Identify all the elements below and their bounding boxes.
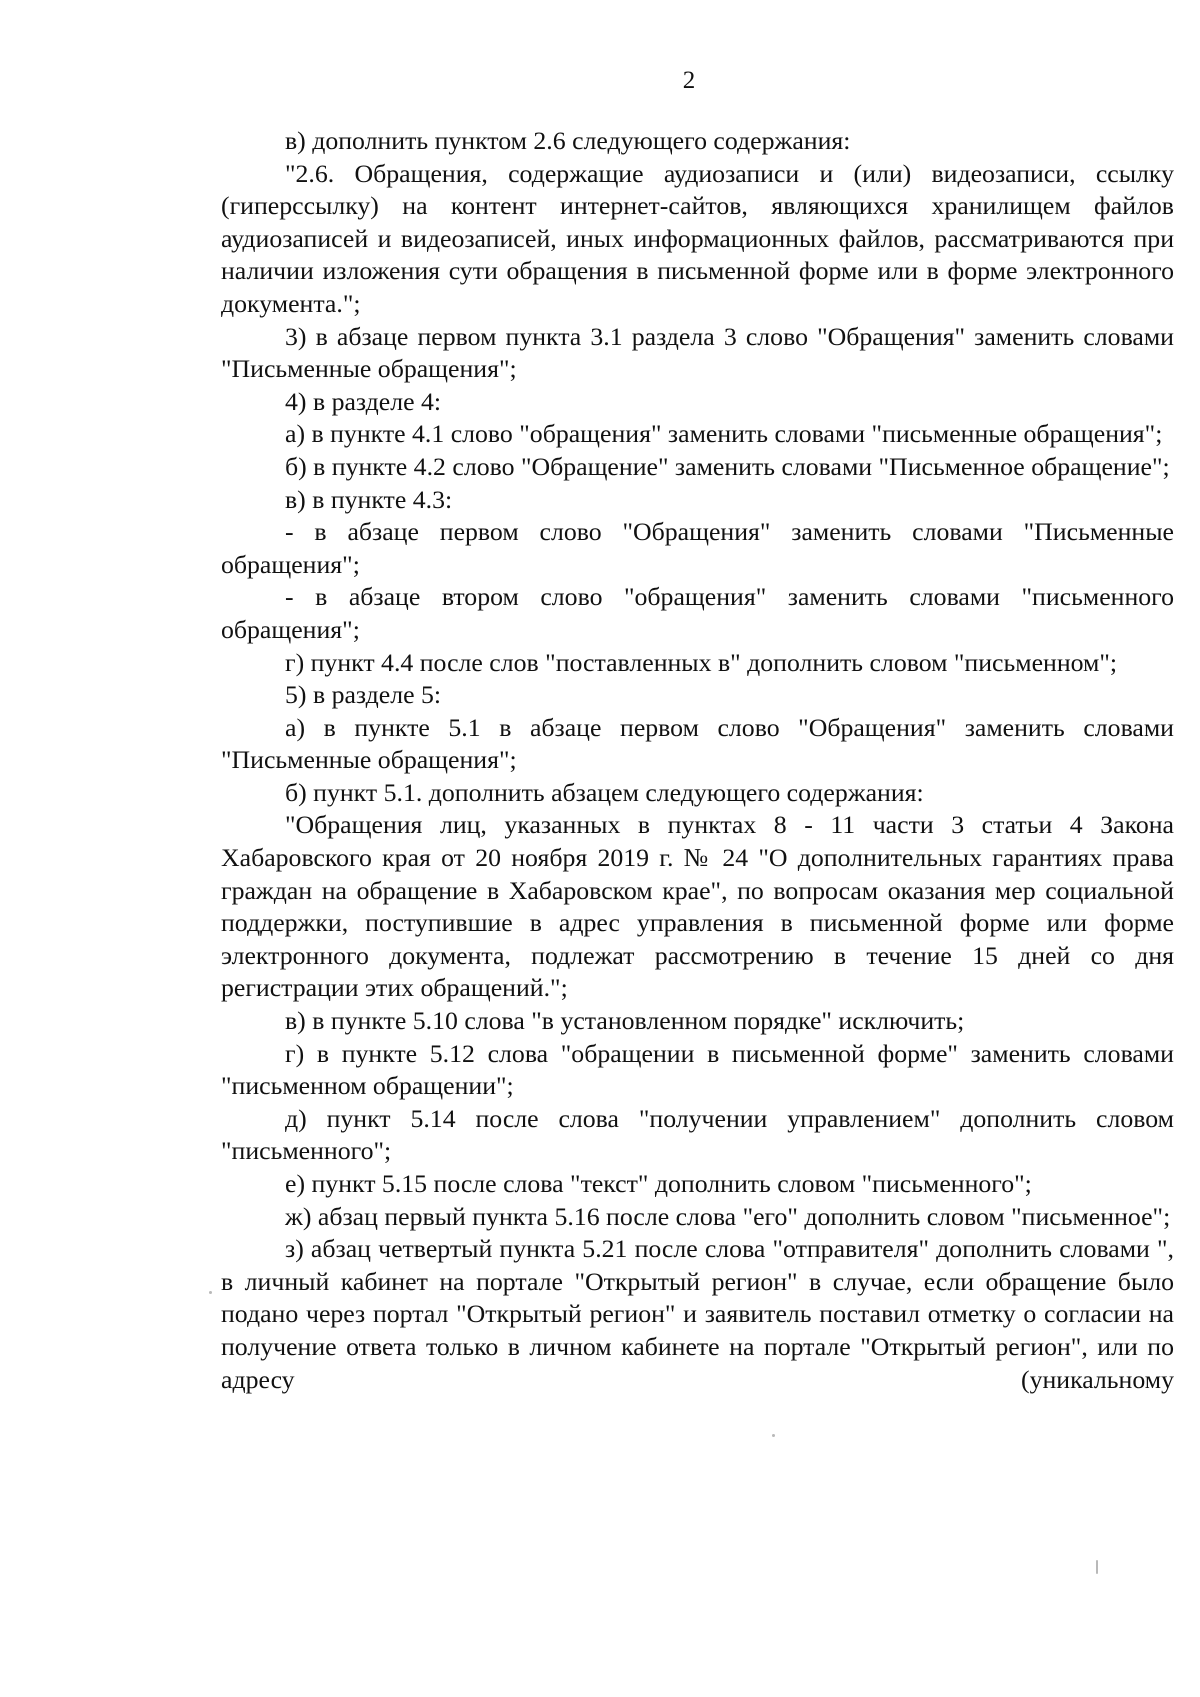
paragraph-9: - в абзаце втором слово "обращения" заменить словами "письменного обращения"; <box>221 582 1174 644</box>
paragraph-10: г) пункт 4.4 после слов "поставленных в" дополнить словом "письменном"; <box>285 647 1118 677</box>
paragraph-18: е) пункт 5.15 после слова "текст" дополнить словом "письменного"; <box>285 1169 1032 1198</box>
paragraph-1: в) дополнить пунктом 2.6 следующего содержания: <box>285 126 851 155</box>
scan-speck <box>772 1434 775 1437</box>
paragraph-7: в) в пункте 4.3: <box>285 484 453 514</box>
paragraph-6: б) в пункте 4.2 слово "Обращение" заменить словами "Письменное обращение"; <box>285 451 1170 481</box>
paragraph-5: а) в пункте 4.1 слово "обращения" заменить словами "письменные обращения"; <box>285 419 1163 449</box>
paragraph-13: б) пункт 5.1. дополнить абзацем следующего содержания: <box>285 777 924 807</box>
paragraph-16: г) в пункте 5.12 слова "обращении в письменной форме" заменить словами "письменном обращении"; <box>221 1038 1174 1101</box>
paragraph-14: "Обращения лиц, указанных в пунктах 8 - 11 части 3 статьи 4 Закона Хабаровского края от 20 ноября 2019 г. № 24 "О дополнительных гарантиях права граждан на обращение в Хабаровском крае", по вопросам оказания мер социальной поддержки, поступившие в адрес управления в письменной форме или форме электронного документа, подлежат рассмотрению в течение 15 дней со дня регистрации этих обращений."; <box>221 810 1174 1003</box>
scan-speck <box>1096 1560 1098 1574</box>
paragraph-4: 4) в разделе 4: <box>285 386 442 416</box>
document-body <box>221 125 1174 1396</box>
page-number: 2 <box>682 67 696 94</box>
paragraph-8: - в абзаце первом слово "Обращения" заменить словами "Письменные обращения"; <box>221 517 1174 579</box>
paragraph-12: а) в пункте 5.1 в абзаце первом слово "Обращения" заменить словами "Письменные обращения"; <box>221 712 1174 775</box>
paragraph-11: 5) в разделе 5: <box>285 680 442 710</box>
scan-speck <box>209 1291 212 1294</box>
paragraph-15: в) в пункте 5.10 слова "в установленном порядке" исключить; <box>285 1006 965 1036</box>
paragraph-3: 3) в абзаце первом пункта 3.1 раздела 3 слово "Обращения" заменить словами "Письменные обращения"; <box>221 321 1174 384</box>
paragraph-20: з) абзац четвертый пункта 5.21 после слова "отправителя" дополнить словами ", в личный кабинет на портале "Открытый регион" в случае, если обращение было подано через портал "Открытый регион" и заявитель поставил отметку о согласии на получение ответа только в личном кабинете на портале "Открытый регион", или по адресу (уникальному <box>221 1234 1174 1394</box>
paragraph-17: д) пункт 5.14 после слова "получении управлением" дополнить словом "письменного"; <box>221 1103 1174 1166</box>
paragraph-2: "2.6. Обращения, содержащие аудиозаписи и (или) видеозаписи, ссылку (гиперссылку) на контент интернет-сайтов, являющихся хранилищем файлов аудиозаписей и видеозаписей, иных информационных файлов, рассматриваются при наличии изложения сути обращения в письменной форме или в форме электронного документа."; <box>221 158 1174 318</box>
paragraph-19: ж) абзац первый пункта 5.16 после слова "его" дополнить словом "письменное"; <box>285 1201 1171 1231</box>
